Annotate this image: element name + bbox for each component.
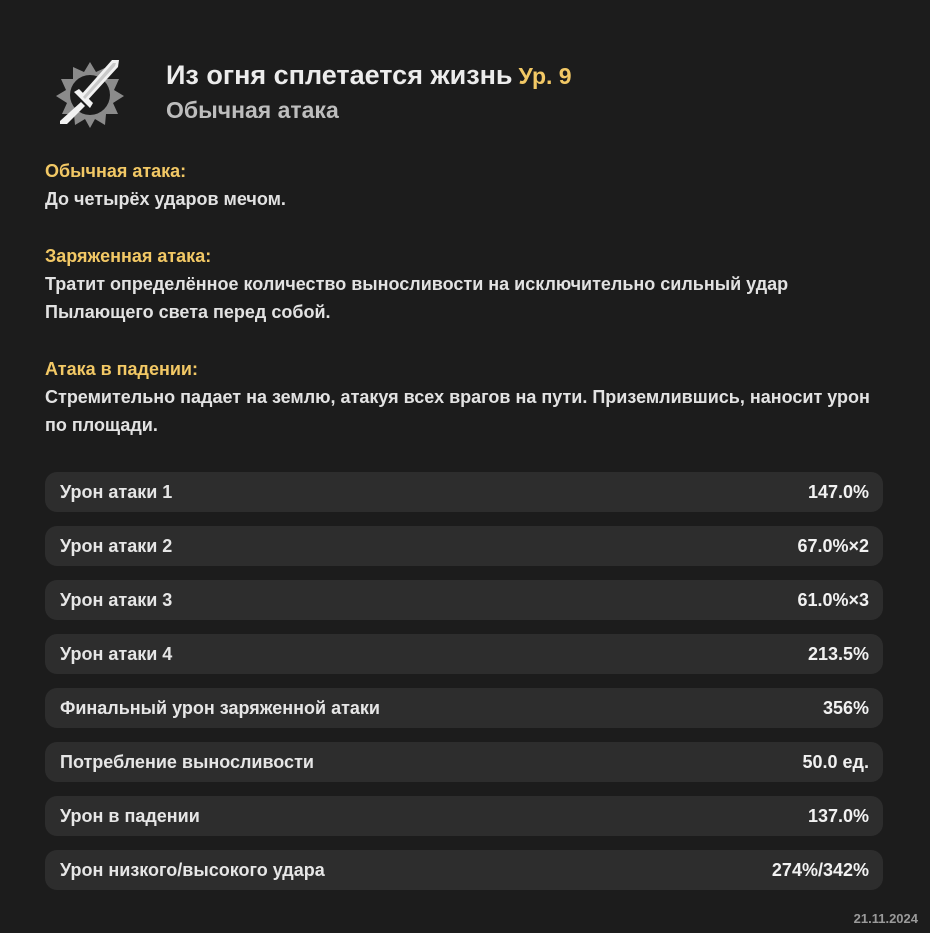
normal-attack-section: [45, 157, 885, 213]
stat-label: Урон в падении: [60, 805, 200, 826]
skill-level: Ур. 9: [518, 63, 572, 89]
section-title: Атака в падении:: [45, 359, 198, 379]
stat-value: 274%/342%: [771, 859, 869, 880]
sword-gear-icon: [52, 54, 128, 130]
skill-title-line: [166, 60, 572, 91]
stat-value: 137.0%: [807, 805, 869, 826]
stat-row: [45, 850, 883, 890]
stat-value: 147.0%: [807, 481, 869, 502]
section-title: Заряженная атака:: [45, 246, 212, 266]
stat-label: Урон атаки 3: [60, 589, 173, 610]
stat-row: [45, 580, 883, 620]
stats-table: [45, 472, 883, 904]
stat-row: [45, 472, 883, 512]
stat-label: Финальный урон заряженной атаки: [60, 697, 380, 718]
section-title: Обычная атака:: [45, 161, 187, 181]
stat-value: 61.0%×3: [797, 589, 869, 610]
stat-row: [45, 526, 883, 566]
skill-title: Из огня сплетается жизнь: [166, 60, 513, 90]
stat-value: 356%: [822, 697, 869, 718]
skill-header: [52, 54, 852, 134]
plunging-attack-section: [45, 355, 885, 439]
stat-row: [45, 742, 883, 782]
skill-subtitle: Обычная атака: [166, 97, 339, 123]
stat-value: 213.5%: [807, 643, 869, 664]
charged-attack-section: [45, 242, 885, 326]
stat-label: Урон низкого/высокого удара: [60, 859, 325, 880]
section-text: Тратит определённое количество выносливости на исключительно сильный удар Пылающего света перед собой.: [45, 274, 789, 322]
section-text: До четырёх ударов мечом.: [45, 189, 286, 209]
stat-row: [45, 796, 883, 836]
stat-row: [45, 634, 883, 674]
stat-value: 67.0%×2: [797, 535, 869, 556]
stat-label: Урон атаки 4: [60, 643, 173, 664]
section-text: Стремительно падает на землю, атакуя всех врагов на пути. Приземлившись, наносит урон по площади.: [45, 387, 870, 435]
stat-label: Урон атаки 1: [60, 481, 173, 502]
stat-label: Потребление выносливости: [60, 751, 314, 772]
stat-label: Урон атаки 2: [60, 535, 173, 556]
stat-row: [45, 688, 883, 728]
stat-value: 50.0 ед.: [802, 751, 869, 772]
footer-date: 21.11.2024: [853, 911, 918, 926]
